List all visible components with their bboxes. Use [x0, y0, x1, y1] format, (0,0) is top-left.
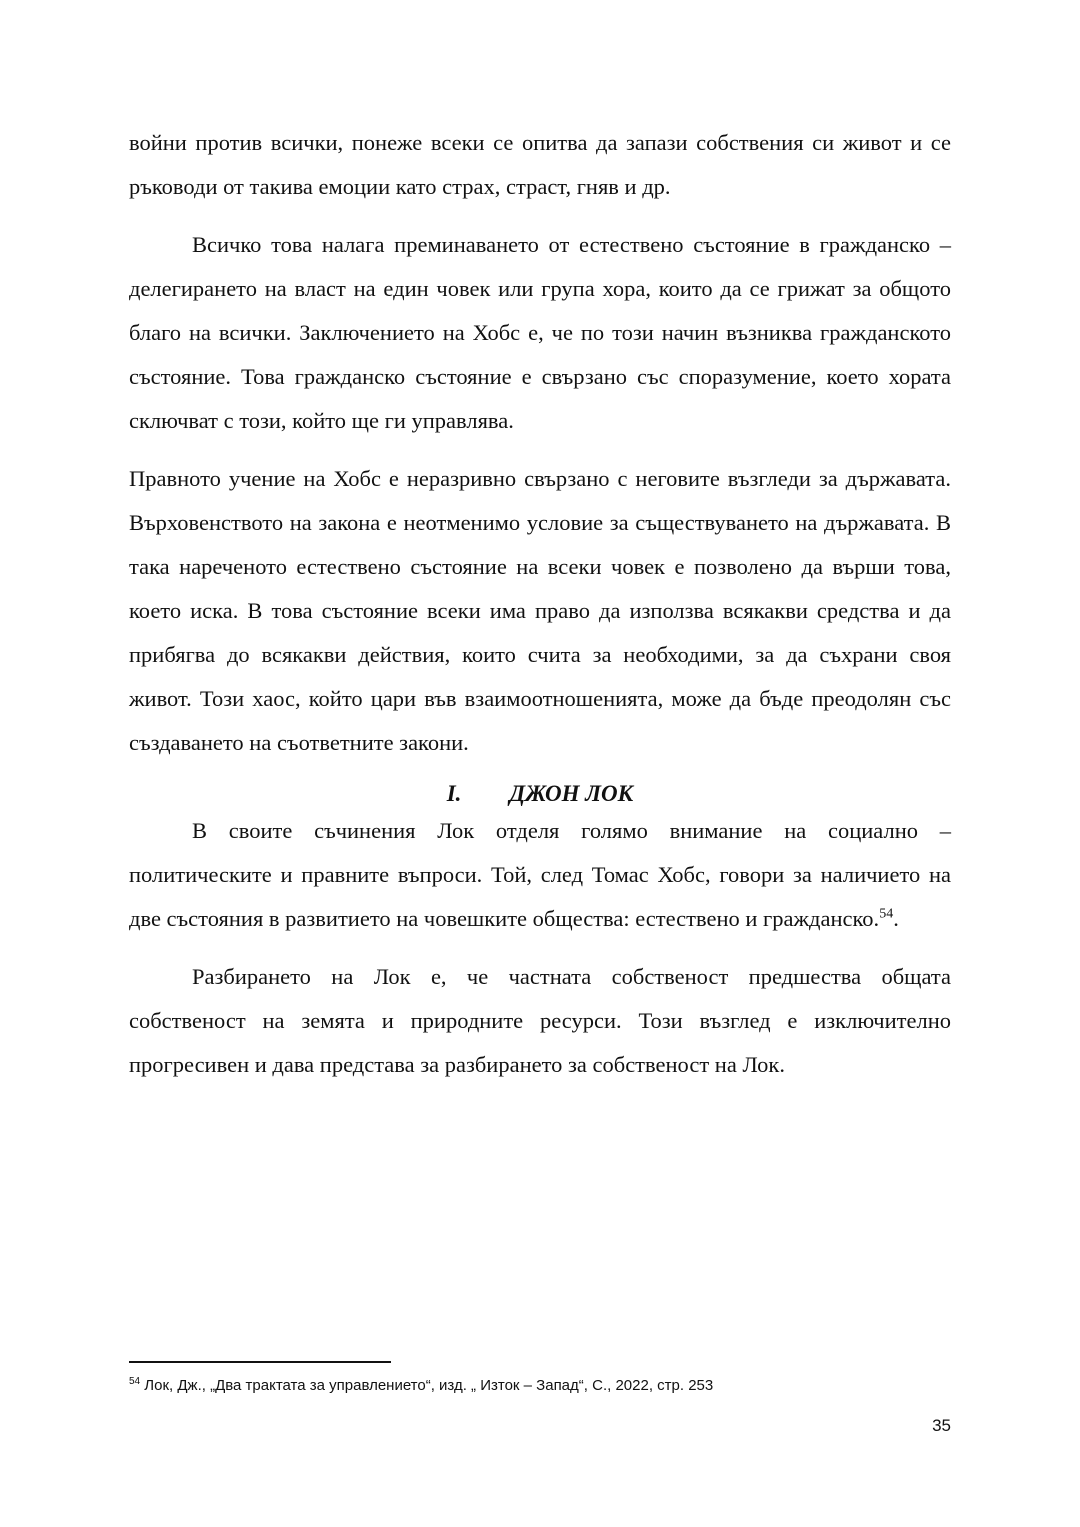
paragraph-locke-intro-end: . [893, 906, 899, 931]
section-heading [129, 779, 951, 809]
page-number: 35 [932, 1416, 951, 1435]
footnote-separator [129, 1361, 391, 1363]
section-heading-number: I. [446, 781, 462, 806]
footnote-reference[interactable]: 54 [879, 906, 894, 922]
paragraph-locke-intro-text: В своите съчинения Лок отделя голямо внимание на социално – политическите и правните въпроси. Той, след Томас Хобс, говори за наличието на две състояния в развитието на човешките общества: естествено и гражданско. [129, 818, 951, 931]
paragraph-hobbes-war: войни против всички, понеже всеки се опитва да запази собствения си живот и се ръководи от такива емоции като страх, страст, гняв и др. [129, 130, 951, 199]
footnote-text: Лок, Дж., „Два трактата за управлението“, изд. „ Изток – Запад“, С., 2022, стр. 253 [140, 1377, 714, 1394]
body-text [129, 121, 951, 1087]
section-heading-title: ДЖОН ЛОК [509, 781, 634, 806]
paragraph-locke-intro [129, 809, 951, 941]
paragraph-hobbes-law: Правното учение на Хобс е неразривно свързано с неговите възгледи за държавата. Върховенството на закона е неотменимо условие за съществуването на държавата. В така нареченото естествено състояние на всеки човек е позволено да върши това, което иска. В това състояние всеки има право да използва всякакви средства и да прибягва до всякакви действия, които счита за необходими, за да съхрани своя живот. Този хаос, който цари във взаимоотношенията, може да бъде преодолян със създаването на съответните закони. [129, 466, 951, 755]
footnote [129, 1376, 959, 1396]
paragraph-civil-state: Всичко това налага преминаването от естествено състояние в гражданско – делегирането на власт на един човек или група хора, които да се грижат за общото благо на всички. Заключението на Хобс е, че по този начин възниква гражданското състояние. Това гражданско състояние е свързано със споразумение, което хората сключват с този, който ще ги управлява. [129, 232, 951, 433]
paragraph-locke-property: Разбирането на Лок е, че частната собственост предшества общата собственост на земята и природните ресурси. Този възглед е изключително прогресивен и дава представа за разбирането за собственост на Лок. [129, 964, 951, 1077]
footnote-mark: 54 [129, 1376, 141, 1387]
